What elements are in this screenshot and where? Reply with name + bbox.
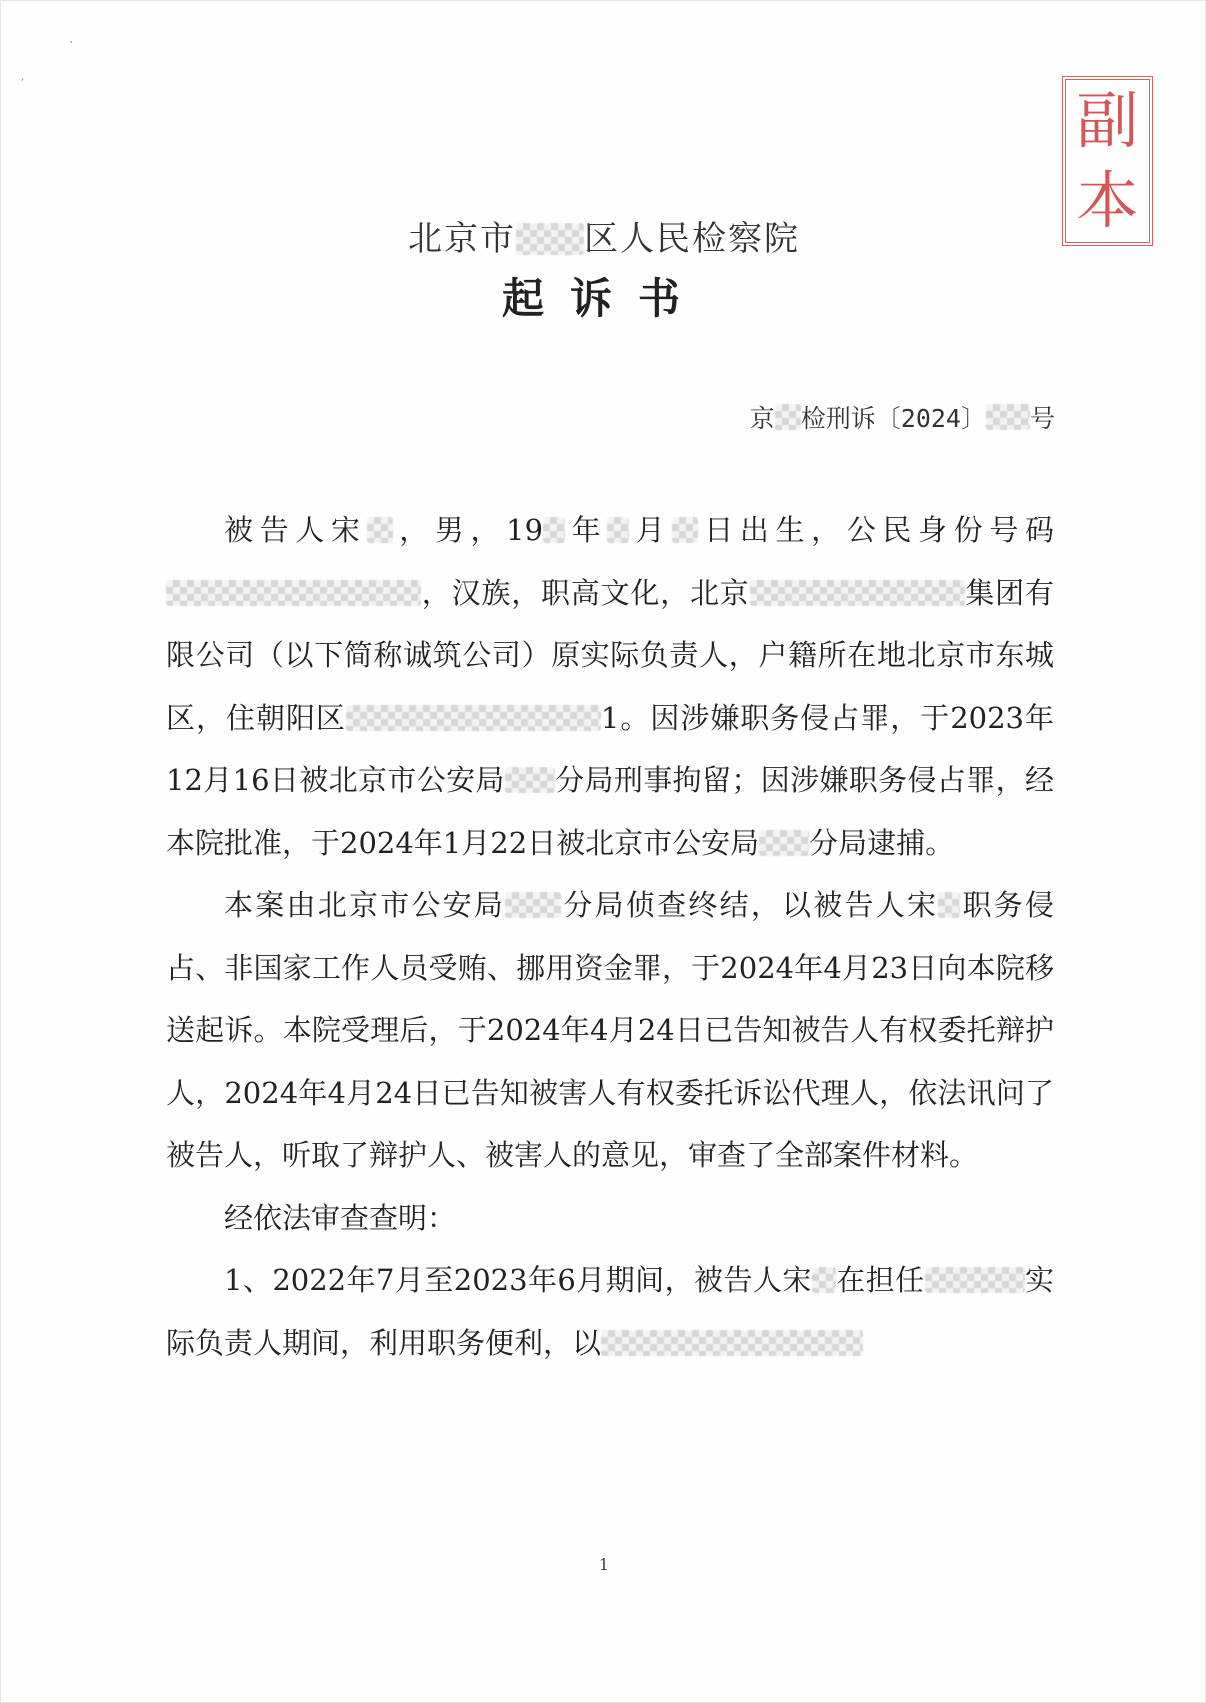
case-number bbox=[750, 399, 1055, 435]
redacted-name bbox=[812, 1267, 836, 1293]
text-segment: 分局侦查终结，以被告人宋 bbox=[561, 888, 939, 922]
redacted-number bbox=[986, 404, 1030, 430]
text-segment: 被告人宋 bbox=[224, 513, 367, 547]
text-segment: 月 bbox=[629, 513, 672, 547]
redacted-name bbox=[938, 892, 960, 918]
document-body bbox=[166, 499, 1054, 1374]
text-segment: 分局逮捕。 bbox=[809, 825, 955, 860]
text-segment: 日出生，公民身份号码 bbox=[697, 513, 1054, 547]
findings-heading: 经依法审查查明： bbox=[224, 1200, 457, 1235]
text-segment: 1、2022年7月至2023年6月期间，被告人宋 bbox=[224, 1263, 812, 1297]
document-title: 起诉书 bbox=[501, 274, 706, 323]
text-segment: 年 bbox=[565, 513, 608, 547]
title-prefix: 北京市 bbox=[408, 219, 516, 259]
redacted-police-branch bbox=[505, 767, 555, 793]
finding-item-1 bbox=[166, 1249, 1054, 1374]
redacted-position bbox=[925, 1267, 1025, 1293]
redacted-code bbox=[775, 404, 801, 430]
text-segment: 分局刑事拘留；因涉嫌职务侵占罪，经本院批准，于2024年1月22日被北京市公安局 bbox=[166, 763, 1054, 860]
text-segment: 本案由北京市公安局 bbox=[224, 888, 506, 922]
scan-speck: ′ bbox=[21, 77, 25, 93]
page-number: 1 bbox=[598, 1555, 610, 1574]
scan-speck: · bbox=[69, 35, 74, 51]
text-segment: ，汉族，职高文化，北京 bbox=[421, 575, 750, 610]
case-number-suffix: 号 bbox=[1029, 404, 1055, 433]
redacted-method bbox=[601, 1330, 863, 1356]
redacted-birth-month bbox=[607, 517, 629, 543]
text-segment: ，男，19 bbox=[392, 513, 544, 547]
title-suffix: 区人民检察院 bbox=[584, 219, 800, 259]
procuratorate-title bbox=[1, 211, 1206, 260]
redacted-name bbox=[367, 517, 393, 543]
text-segment: 在担任 bbox=[835, 1263, 925, 1297]
stamp-char-2: 本 bbox=[1076, 164, 1139, 237]
redacted-birth-day bbox=[672, 517, 698, 543]
redacted-district bbox=[516, 223, 584, 255]
case-history-paragraph bbox=[166, 874, 1054, 1187]
text-segment: 职务侵占、非国家工作人员受贿、挪用资金罪，于2024年4月23日向本院移送起诉。本院受理后，于2024年4月24日已告知被告人有权委托辩护人，2024年4月24日已告知被害人有权委托诉讼代理人，依法讯问了被告人，听取了辩护人、被害人的意见，审查了全部案件材料。 bbox=[166, 888, 1054, 1172]
redacted-birth-year bbox=[543, 517, 565, 543]
redacted-address bbox=[346, 705, 601, 731]
defendant-paragraph bbox=[166, 499, 1054, 874]
text-segment: 集团有限公司（以下简称诚筑公司）原实际负责人，户籍所在地北京市东城区，住朝阳区 bbox=[166, 575, 1054, 735]
redacted-id-number bbox=[166, 580, 421, 606]
case-number-prefix: 京 bbox=[749, 404, 775, 433]
redacted-police-branch bbox=[505, 892, 561, 918]
text-segment: 实际负责人期间，利用职务便利，以 bbox=[166, 1263, 1054, 1360]
stamp-char-1: 副 bbox=[1076, 84, 1139, 157]
text-segment: 1。因涉嫌职务侵占罪，于2023年12月16日被北京市公安局 bbox=[166, 700, 1054, 797]
redacted-company bbox=[750, 580, 965, 606]
case-number-middle: 检刑诉〔2024〕 bbox=[800, 404, 986, 433]
redacted-police-branch bbox=[759, 830, 809, 856]
